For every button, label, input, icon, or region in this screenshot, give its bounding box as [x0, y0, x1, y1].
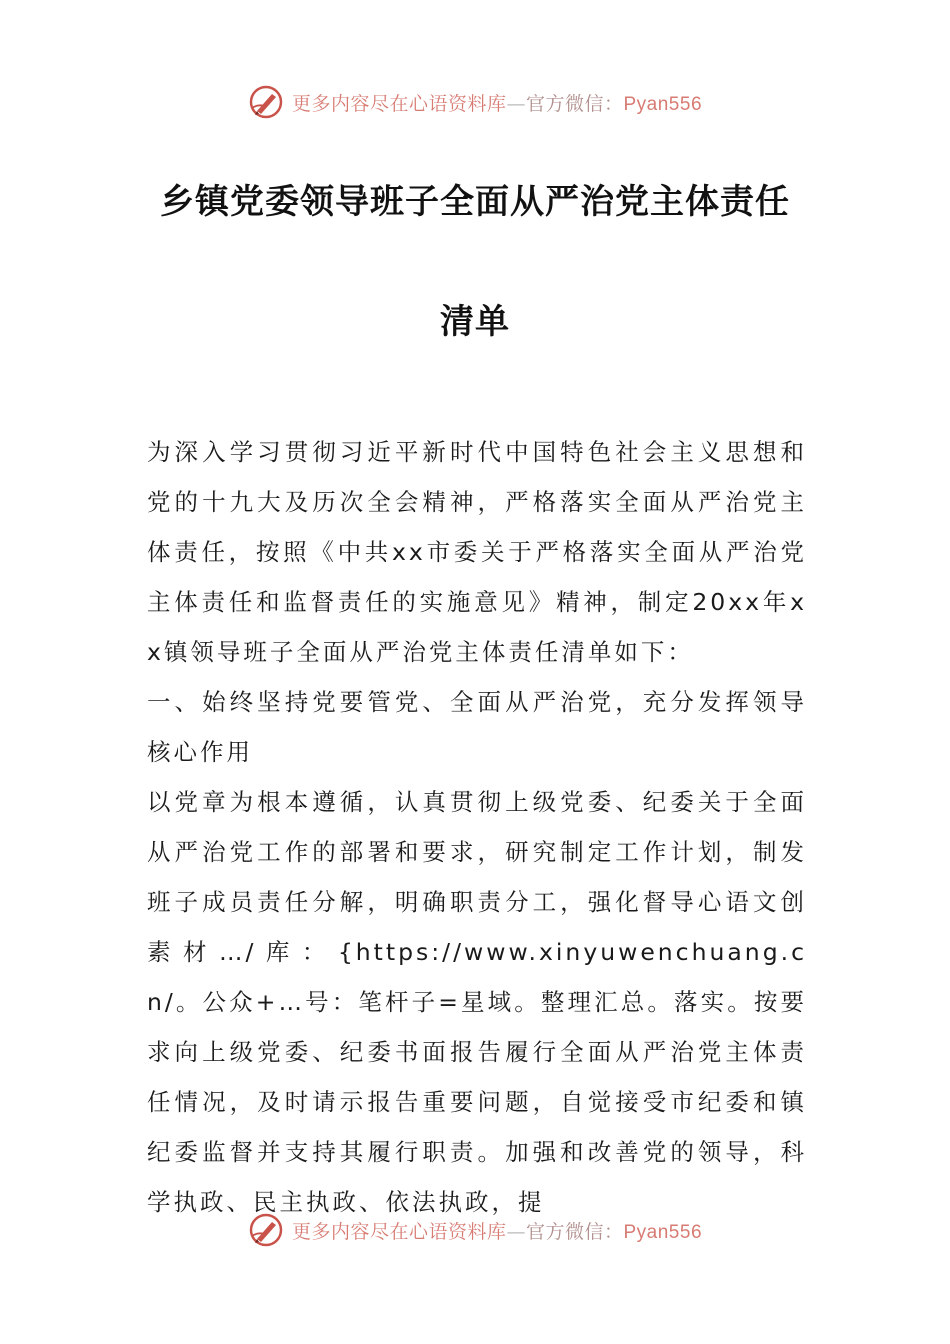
watermark-text	[292, 89, 702, 116]
watermark-text	[292, 1217, 702, 1244]
section-heading-1: 一、始终坚持党要管党、全面从严治党，充分发挥领导核心作用	[147, 688, 807, 766]
watermark-left-text: 更多内容尽在心语资料库	[291, 1220, 507, 1243]
pen-logo-icon	[248, 1212, 284, 1248]
paragraph-intro: 为深入学习贯彻习近平新时代中国特色社会主义思想和党的十九大及历次全会精神，严格落实全面从严治党主体责任，按照《中共xx市委关于严格落实全面从严治党主体责任和监督责任的实施意见》精神，制定20xx年xx镇领导班子全面从严治党主体责任清单如下：	[147, 438, 807, 666]
watermark-wechat-id: Pyan556	[623, 1221, 703, 1243]
watermark-banner-bottom	[0, 1208, 950, 1252]
watermark-separator: —	[506, 1220, 526, 1243]
document-title-line2: 清单	[440, 302, 510, 342]
watermark-separator: —	[506, 92, 526, 115]
watermark-banner-top	[0, 80, 950, 124]
watermark-wechat-id: Pyan556	[623, 93, 703, 115]
document-body	[147, 427, 807, 1227]
document-title-line1: 乡镇党委领导班子全面从严治党主体责任	[160, 182, 790, 222]
paragraph-section-1: 以党章为根本遵循，认真贯彻上级党委、纪委关于全面从严治党工作的部署和要求，研究制定工作计划，制发班子成员责任分解，明确职责分工，强化督导心语文创素材…/库：{https://www.xinyuwenchuang.cn/。公众+…号：笔杆子=星域。整理汇总。落实。按要求向上级党委、纪委书面报告履行全面从严治党主体责任情况，及时请示报告重要问题，自觉接受市纪委和镇纪委监督并支持其履行职责。加强和改善党的领导，科学执政、民主执政、依法执政，提	[147, 788, 807, 1216]
watermark-right-label: 官方微信：	[525, 1220, 624, 1243]
watermark-left-text: 更多内容尽在心语资料库	[291, 92, 507, 115]
watermark-right-label: 官方微信：	[525, 92, 624, 115]
pen-logo-icon	[248, 84, 284, 120]
